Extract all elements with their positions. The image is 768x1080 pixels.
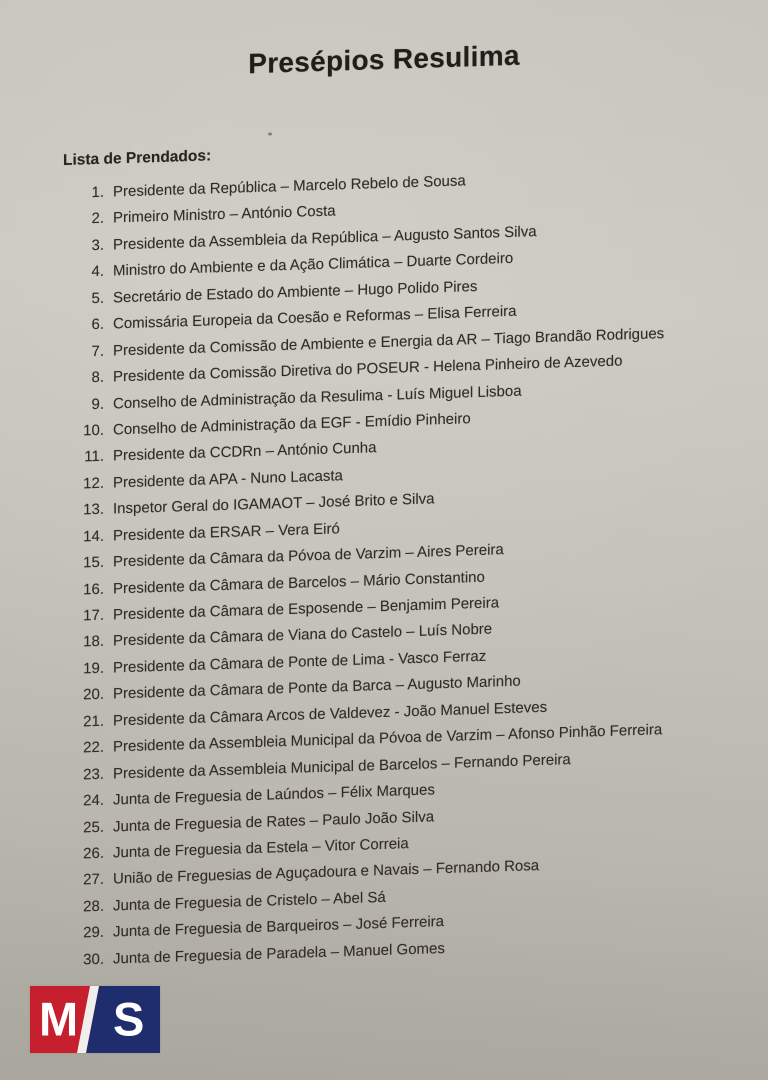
- list-item-text: Junta de Freguesia de Barqueiros – José Ferreira: [113, 913, 445, 941]
- list-item-text: Conselho de Administração da EGF - Emídio Pinheiro: [113, 410, 471, 439]
- list-item-text: Junta de Freguesia da Estela – Vitor Correia: [113, 835, 409, 862]
- list-item-number: 13.: [83, 500, 104, 519]
- list-item-number: 12.: [83, 474, 104, 493]
- logo-letter-m: M: [39, 991, 79, 1045]
- list-item-number: 10.: [83, 421, 104, 440]
- paper-speck: [268, 132, 272, 135]
- list-item-number: 19.: [83, 659, 104, 678]
- list-item-number: 28.: [83, 897, 104, 916]
- list-item-text: Secretário de Estado do Ambiente – Hugo Polido Pires: [113, 277, 478, 307]
- list-item-number: 23.: [83, 765, 104, 784]
- list-item-text: Presidente da Câmara Arcos de Valdevez - João Manuel Esteves: [113, 698, 548, 730]
- list-item-number: 1.: [91, 183, 104, 202]
- list-item-number: 6.: [91, 315, 104, 334]
- list-item-number: 3.: [91, 236, 104, 254]
- list-item-text: Presidente da Assembleia da República – Augusto Santos Silva: [113, 223, 537, 254]
- list-item-number: 14.: [83, 527, 104, 546]
- list-item-number: 25.: [83, 818, 104, 836]
- list-item-number: 8.: [91, 368, 104, 387]
- list-item-text: Inspetor Geral do IGAMAOT – José Brito e Silva: [113, 490, 435, 518]
- list-item-number: 9.: [91, 395, 104, 413]
- list-item-number: 7.: [91, 342, 104, 360]
- logo-letter-s: S: [113, 991, 145, 1045]
- list-item-text: Junta de Freguesia de Paradela – Manuel Gomes: [113, 939, 445, 968]
- list-item-number: 29.: [83, 923, 104, 942]
- list-item-text: Presidente da Câmara de Esposende – Benjamim Pereira: [113, 594, 500, 624]
- list-item-text: Comissária Europeia da Coesão e Reformas – Elisa Ferreira: [113, 302, 517, 333]
- list-item-text: Presidente da ERSAR – Vera Eiró: [113, 520, 340, 545]
- list-item-number: 16.: [83, 580, 104, 598]
- list-item-text: Presidente da Comissão Diretiva do POSEUR - Helena Pinheiro de Azevedo: [113, 352, 623, 386]
- list-item-text: Primeiro Ministro – António Costa: [113, 202, 336, 227]
- list-item-number: 21.: [83, 712, 104, 731]
- list-item-text: Ministro do Ambiente e da Ação Climática – Duarte Cordeiro: [113, 250, 514, 280]
- list-item-number: 20.: [83, 686, 104, 704]
- list-item-text: Presidente da Assembleia Municipal de Barcelos – Fernando Pereira: [113, 750, 571, 783]
- prendados-list: [64, 162, 760, 977]
- list-item-text: Presidente da APA - Nuno Lacasta: [113, 467, 343, 492]
- list-item-text: Presidente da Câmara de Ponte da Barca – Augusto Marinho: [113, 672, 521, 703]
- list-item-number: 27.: [83, 871, 104, 889]
- list-item-text: Presidente da Câmara de Ponte de Lima - Vasco Ferraz: [113, 647, 487, 677]
- list-item-text: Presidente da República – Marcelo Rebelo de Sousa: [113, 172, 466, 201]
- list-item-number: 15.: [83, 553, 104, 572]
- list-heading: Lista de Prendados:: [63, 147, 212, 170]
- list-item-number: 26.: [83, 844, 104, 863]
- list-item-number: 17.: [83, 606, 104, 625]
- list-item-text: Junta de Freguesia de Laúndos – Félix Marques: [113, 781, 435, 809]
- list-item-text: Presidente da Comissão de Ambiente e Energia da AR – Tiago Brandão Rodrigues: [113, 324, 665, 360]
- list-item-number: 24.: [83, 791, 104, 810]
- list-item-number: 2.: [91, 210, 104, 228]
- list-item-text: Presidente da Câmara de Viana do Castelo – Luís Nobre: [113, 620, 493, 650]
- list-item-number: 30.: [83, 950, 104, 969]
- list-item-text: União de Freguesias de Aguçadoura e Navais – Fernando Rosa: [113, 857, 540, 888]
- list-item-number: 11.: [84, 448, 104, 466]
- list-item-text: Junta de Freguesia de Rates – Paulo João Silva: [113, 807, 435, 835]
- document-title: Presépios Resulima: [248, 39, 520, 80]
- list-item-text: Presidente da CCDRn – António Cunha: [113, 439, 377, 465]
- list-item-number: 18.: [83, 633, 104, 651]
- list-item-text: Junta de Freguesia de Cristelo – Abel Sá: [113, 888, 386, 915]
- list-item-number: 4.: [91, 263, 104, 281]
- list-item-text: Presidente da Assembleia Municipal da Póvoa de Varzim – Afonso Pinhão Ferreira: [113, 721, 663, 756]
- list-item-number: 22.: [83, 738, 104, 757]
- list-item-text: Conselho de Administração da Resulima - Luís Miguel Lisboa: [113, 382, 522, 412]
- list-item-number: 5.: [91, 289, 104, 307]
- list-item-text: Presidente da Câmara da Póvoa de Varzim – Aires Pereira: [113, 541, 504, 571]
- list-item-text: Presidente da Câmara de Barcelos – Mário Constantino: [113, 568, 485, 598]
- ms-logo: [30, 986, 160, 1053]
